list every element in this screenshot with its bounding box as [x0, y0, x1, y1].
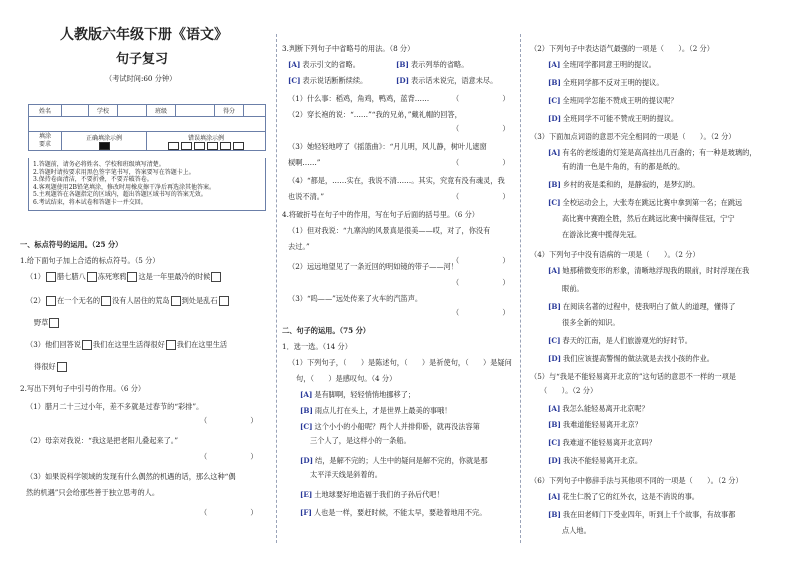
section-1-title: 一、标点符号的运用。（25 分） — [20, 240, 123, 249]
r-q3-opt-c2: 高比赛中赛跑全胜，然后在跳远比赛中摘得佳冠，宁宁 — [562, 214, 735, 223]
r-q3-title: （3）下面加点词语的意思不完全相同的一项是（ ）。（2 分） — [530, 132, 736, 141]
option-letter[interactable]: [C] — [548, 336, 561, 345]
option-letter[interactable]: [C] — [548, 96, 561, 105]
q5-title: 1．选一选。（14 分） — [282, 342, 352, 351]
r-q5-opt-b: [B] 我难道能轻易离开北京？ — [548, 420, 642, 429]
q4-2: （2）远远地望见了一条近回的明如镜的带子——河！ — [288, 262, 458, 271]
q3-4-b: 也说不清。” — [288, 192, 325, 201]
r-q2-opt-a: [A] 全班同学都同意王明的提议。 — [548, 60, 656, 69]
wrong-swatch-icon — [168, 142, 179, 150]
info-score-field[interactable] — [244, 105, 266, 117]
note-5: 5.主观题答在各题指定的区域内，超出答题区域书写的答案无效。 — [33, 191, 207, 198]
q2-1-answer[interactable]: （ ） — [200, 416, 258, 425]
option-letter[interactable]: [B] — [396, 60, 409, 69]
r-q4-opt-b2: 很多全新的知识。 — [562, 318, 620, 327]
answer-box[interactable] — [57, 362, 67, 372]
q2-2-answer[interactable]: （ ） — [200, 452, 258, 461]
r-q3-opt-c3: 在游泳比赛中揽得先冠。 — [562, 230, 642, 239]
option-letter[interactable]: [C] — [548, 198, 561, 207]
q1-2-text-a: 在一个无名的 — [56, 296, 101, 305]
r-q6-opt-a: [A] 花生仁脱了它的红外衣，这是不消说的事。 — [548, 492, 699, 501]
option-letter[interactable]: [D] — [548, 114, 562, 123]
q3-opt-a: [A] 表示引文的省略。 — [288, 60, 360, 69]
info-table — [28, 104, 266, 151]
info-class: 班级 — [147, 105, 176, 117]
r-q6-title: （6）下列句子中修辞手法与其他项不同的一项是（ ）。（2 分） — [530, 476, 743, 485]
q3-opt-b: [B] 表示列举的省略。 — [396, 60, 469, 69]
option-letter[interactable]: [A] — [548, 148, 561, 157]
q1-3-text-c: 我们在这里生活 — [176, 340, 228, 349]
q3-3-b: 棂啊……” — [288, 158, 321, 167]
option-letter[interactable]: [B] — [548, 302, 561, 311]
fill-req-label — [29, 132, 62, 151]
option-letter[interactable]: [D] — [548, 354, 562, 363]
note-1: 1.答题前，请务必将姓名、学校和班级填写清楚。 — [33, 161, 165, 168]
q1-3 — [26, 340, 227, 350]
r-q2-title: （2）下列句子中表达语气最强的一项是（ ）。（2 分） — [530, 44, 714, 53]
q4-1-answer[interactable]: （ ） — [452, 256, 510, 265]
option-letter[interactable]: [C] — [300, 422, 313, 431]
q3-1: （1）什么事：稻鸡，角鸡，鸭鸡，蓝背…… — [288, 94, 430, 103]
r-q2-opt-c: [C] 全班同学怎能不赞成王明的提议呢？ — [548, 96, 678, 105]
q3-opt-c: [C] 表示说话断断续续。 — [288, 76, 368, 85]
exam-time: （考试时间:60 分钟） — [105, 74, 177, 83]
option-letter[interactable]: [A] — [548, 60, 561, 69]
q1-2-text-c: 到处是乱石 — [181, 296, 218, 305]
option-letter[interactable]: [A] — [288, 60, 301, 69]
page-subtitle: 句子复习 — [116, 52, 169, 67]
option-letter[interactable]: [B] — [300, 406, 313, 415]
option-letter[interactable]: [B] — [548, 180, 561, 189]
r-q2-opt-d: [D] 全班同学不可能不赞成王明的提议。 — [548, 114, 679, 123]
option-letter[interactable]: [F] — [300, 508, 312, 517]
q5-opt-a: [A] 是有脚啊，轻轻悄悄地挪移了； — [300, 390, 416, 399]
option-letter[interactable]: [B] — [548, 420, 561, 429]
q5-opt-b: [B] 雨点儿打在头上，才是世界上最美的事哦！ — [300, 406, 452, 415]
q3-1-answer[interactable]: （ ） — [452, 94, 510, 103]
option-letter[interactable]: [B] — [548, 510, 561, 519]
answer-box[interactable] — [87, 272, 97, 282]
q1-3-text-b: 我们在这里生活得很好 — [92, 340, 165, 349]
answer-box[interactable] — [82, 340, 92, 350]
wrong-swatch-icon — [194, 142, 205, 150]
r-q5-opt-a: [A] 我怎么能轻易离开北京呢？ — [548, 404, 649, 413]
q1-2-num: （2） — [26, 296, 45, 305]
r-q3-opt-b: [B] 乡村的夜是柔和的，是静寂的，是梦幻的。 — [548, 180, 700, 189]
q1-2-text-b: 没有人居住的荒岛 — [112, 296, 170, 305]
q5-1-b: 句，（ ）是感叹句。（4 分） — [296, 374, 397, 383]
q5-opt-d2: 太平洋天线是斜着的。 — [310, 470, 382, 479]
q5-opt-c1: [C] 这个小小的小船呢？两个人并排仰卧，就再没法容第 — [300, 422, 480, 431]
r-q5-opt-d: [D] 我决不能轻易离开北京。 — [548, 456, 643, 465]
r-q3-opt-c1: [C] 全校运动会上，大张寿在跳远比赛中拿到第一名；在跳远 — [548, 198, 743, 207]
r-q5-title-b: （ ）。（2 分） — [540, 386, 598, 395]
q2-3-answer[interactable]: （ ） — [200, 508, 258, 517]
q1-2-text-d: 野草 — [34, 318, 49, 327]
notes-box — [28, 158, 266, 211]
wrong-swatch-icon — [233, 142, 244, 150]
r-q4-opt-d: [D] 我们应该提高警惕的做法就是去找小孩的作业。 — [548, 354, 714, 363]
wrong-label: 错误填涂示例 — [187, 134, 224, 142]
q3-2: （2）穿长袍的说：“……”“我的兄弟，”戴礼帽的回答， — [288, 110, 462, 119]
column-divider-1 — [276, 34, 277, 543]
q3-3-a: （3）她轻轻地哼了《摇篮曲》：“月儿明，风儿静，树叶儿遮窗 — [288, 142, 487, 151]
info-score: 得分 — [215, 105, 244, 117]
r-q4-opt-a1: [A] 她那稍微变形的形象，清晰地浮现我的眼前，时时浮现在我 — [548, 266, 750, 275]
answer-box[interactable] — [101, 296, 111, 306]
q5-1-a: （1）下列句子，（ ）是陈述句，（ ）是祈使句，（ ）是疑问 — [288, 358, 512, 367]
option-letter[interactable]: [D] — [548, 456, 562, 465]
r-q2-opt-b: [B] 全班同学都不反对王明的提议。 — [548, 78, 664, 87]
answer-box[interactable] — [211, 272, 221, 282]
q1-title: 1.给下面句子加上合适的标点符号。（5 分） — [20, 256, 160, 265]
r-q3-opt-a1: [A] 有名的老绥遗的灯笼是高高挂出几百盏的；有一种是玻璃的， — [548, 148, 757, 157]
q1-1 — [26, 272, 222, 282]
info-name: 姓名 — [29, 105, 62, 117]
q3-title: 3.判断下列句子中省略号的用法。（8 分） — [282, 44, 415, 53]
q5-opt-f: [F] 人也是一样，要赶时候，不能太早，要趁着地用不完。 — [300, 508, 487, 517]
wrong-swatch-icon — [207, 142, 218, 150]
r-q4-opt-a2: 眼前。 — [562, 284, 584, 293]
option-letter[interactable]: [C] — [548, 438, 561, 447]
q1-1-num: （1） — [26, 272, 45, 281]
info-class-field[interactable] — [176, 105, 215, 117]
q2-3-b: 然的机遇”只会给那些善于独立思考的人。 — [26, 488, 160, 497]
answer-box[interactable] — [46, 296, 56, 306]
correct-label: 正确填涂示例 — [85, 134, 122, 142]
q1-2 — [26, 296, 230, 306]
fill-label-2: 要求 — [38, 141, 51, 148]
q3-4-answer[interactable]: （ ） — [452, 192, 510, 201]
info-name-field[interactable] — [62, 105, 89, 117]
q1-1-text-c: 这是一年里最冷的时候 — [138, 272, 211, 281]
q3-4-a: （4）“都是，……实在，我说不清……。其实，究竟有没有魂灵，我 — [288, 176, 505, 185]
option-letter[interactable]: [E] — [300, 490, 313, 499]
q4-title: 4.将破折号在句子中的作用，写在句子后面的括号里。（6 分） — [282, 210, 479, 219]
info-blank-row — [29, 117, 266, 132]
q2-title: 2.写出下列句子中引号的作用。（6 分） — [20, 384, 146, 393]
note-6: 6.考试结束，将本试卷和答题卡一并交回。 — [33, 198, 147, 206]
q3-3-answer[interactable]: （ ） — [452, 158, 510, 167]
page-title: 人教版六年级下册《语文》 — [60, 27, 228, 43]
answer-box[interactable] — [127, 272, 137, 282]
wrong-sample — [147, 132, 266, 151]
correct-sample — [62, 132, 147, 151]
option-letter[interactable]: [C] — [288, 76, 301, 85]
q1-1-text-a: 腊七腊八 — [56, 272, 86, 281]
note-4: 4.客观题使用2B铅笔填涂，修改时用橡皮擦干净后再选涂其他答案。 — [33, 183, 215, 191]
option-letter[interactable]: [D] — [396, 76, 410, 85]
q4-1-b: 去过。” — [288, 242, 310, 251]
section-2-title: 二、句子的运用。（75 分） — [282, 326, 370, 335]
option-letter[interactable]: [A] — [300, 390, 313, 399]
q2-2: （2）母亲对我说：“我这是把老阳儿叠起来了。” — [26, 436, 179, 445]
option-letter[interactable]: [B] — [548, 78, 561, 87]
q5-opt-d1: [D] 结，是解不完的；人生中的疑问是解不完的，你就是那 — [300, 456, 488, 465]
option-letter[interactable]: [A] — [548, 492, 561, 501]
q5-opt-c2: 三个人了，是这样小的一条船。 — [310, 436, 411, 445]
info-school-field[interactable] — [118, 105, 147, 117]
answer-box[interactable] — [219, 296, 229, 306]
r-q4-title: （4）下列句子中没有语病的一项是（ ）。（2 分） — [530, 250, 700, 259]
answer-box[interactable] — [166, 340, 176, 350]
note-3: 3.保持卷面清洁，不要折叠，不要弄破答卷。 — [33, 176, 153, 183]
r-q3-opt-a2: 有的清一色是牛角的，有的都是纸的。 — [562, 162, 685, 171]
r-q6-opt-b2: 点人地。 — [562, 526, 591, 535]
wrong-swatch-icon — [181, 142, 192, 150]
info-school: 学校 — [89, 105, 118, 117]
q1-2-cont — [34, 318, 60, 328]
answer-box[interactable] — [171, 296, 181, 306]
q4-2-answer[interactable]: （ ） — [452, 278, 510, 287]
q4-3: （3）“呜——”远处传来了火车的汽笛声。 — [288, 294, 423, 303]
q3-opt-d: [D] 表示话未说完，语意未尽。 — [396, 76, 498, 85]
q4-3-answer[interactable]: （ ） — [452, 308, 510, 317]
r-q4-opt-c: [C] 春天的江南，是人们旅游观光的好时节。 — [548, 336, 692, 345]
wrong-swatch-icon — [220, 142, 231, 150]
q1-3-text-d: 得很好 — [34, 362, 56, 371]
r-q5-title-a: （5）与“我是不能轻易离开北京的”这句话的意思不一样的一项是 — [530, 372, 736, 381]
r-q6-opt-b1: [B] 我在田老师门下受业四年，听到上千个故事，有故事都 — [548, 510, 736, 519]
option-letter[interactable]: [D] — [300, 456, 314, 465]
q1-1-text-b: 冻死寒鸦 — [97, 272, 127, 281]
option-letter[interactable]: [A] — [548, 404, 561, 413]
q4-1-a: （1）但对我说：“九寨沟的风景真是很美——哎，对了，你没有 — [288, 226, 491, 235]
q2-3-a: （3）如果说科学领域的发现有什么偶然的机遇的话，那么这种“偶 — [26, 472, 236, 481]
answer-box[interactable] — [46, 272, 56, 282]
answer-box[interactable] — [49, 318, 59, 328]
r-q5-opt-c: [C] 我难道不能轻易离开北京吗？ — [548, 438, 656, 447]
column-divider-2 — [520, 34, 521, 543]
q1-3-cont — [34, 362, 68, 372]
note-2: 2.答题时请按要求用黑色签字笔书写，答案要写在答题卡上。 — [33, 168, 195, 176]
q3-2-answer[interactable]: （ ） — [452, 124, 510, 133]
q2-1: （1）腊月二十三过小年，差不多就是过春节的“彩排”。 — [26, 402, 204, 411]
filled-swatch-icon — [99, 142, 110, 150]
q5-opt-e: [E] 土地球要好地造福于我们的子孙后代吧！ — [300, 490, 444, 499]
fill-label-1: 填涂 — [38, 133, 51, 140]
option-letter[interactable]: [A] — [548, 266, 561, 275]
r-q4-opt-b1: [B] 在阅读名著的过程中，使我明白了做人的道理，懂得了 — [548, 302, 736, 311]
q1-3-text-a: （3）他们回答说 — [26, 340, 81, 349]
